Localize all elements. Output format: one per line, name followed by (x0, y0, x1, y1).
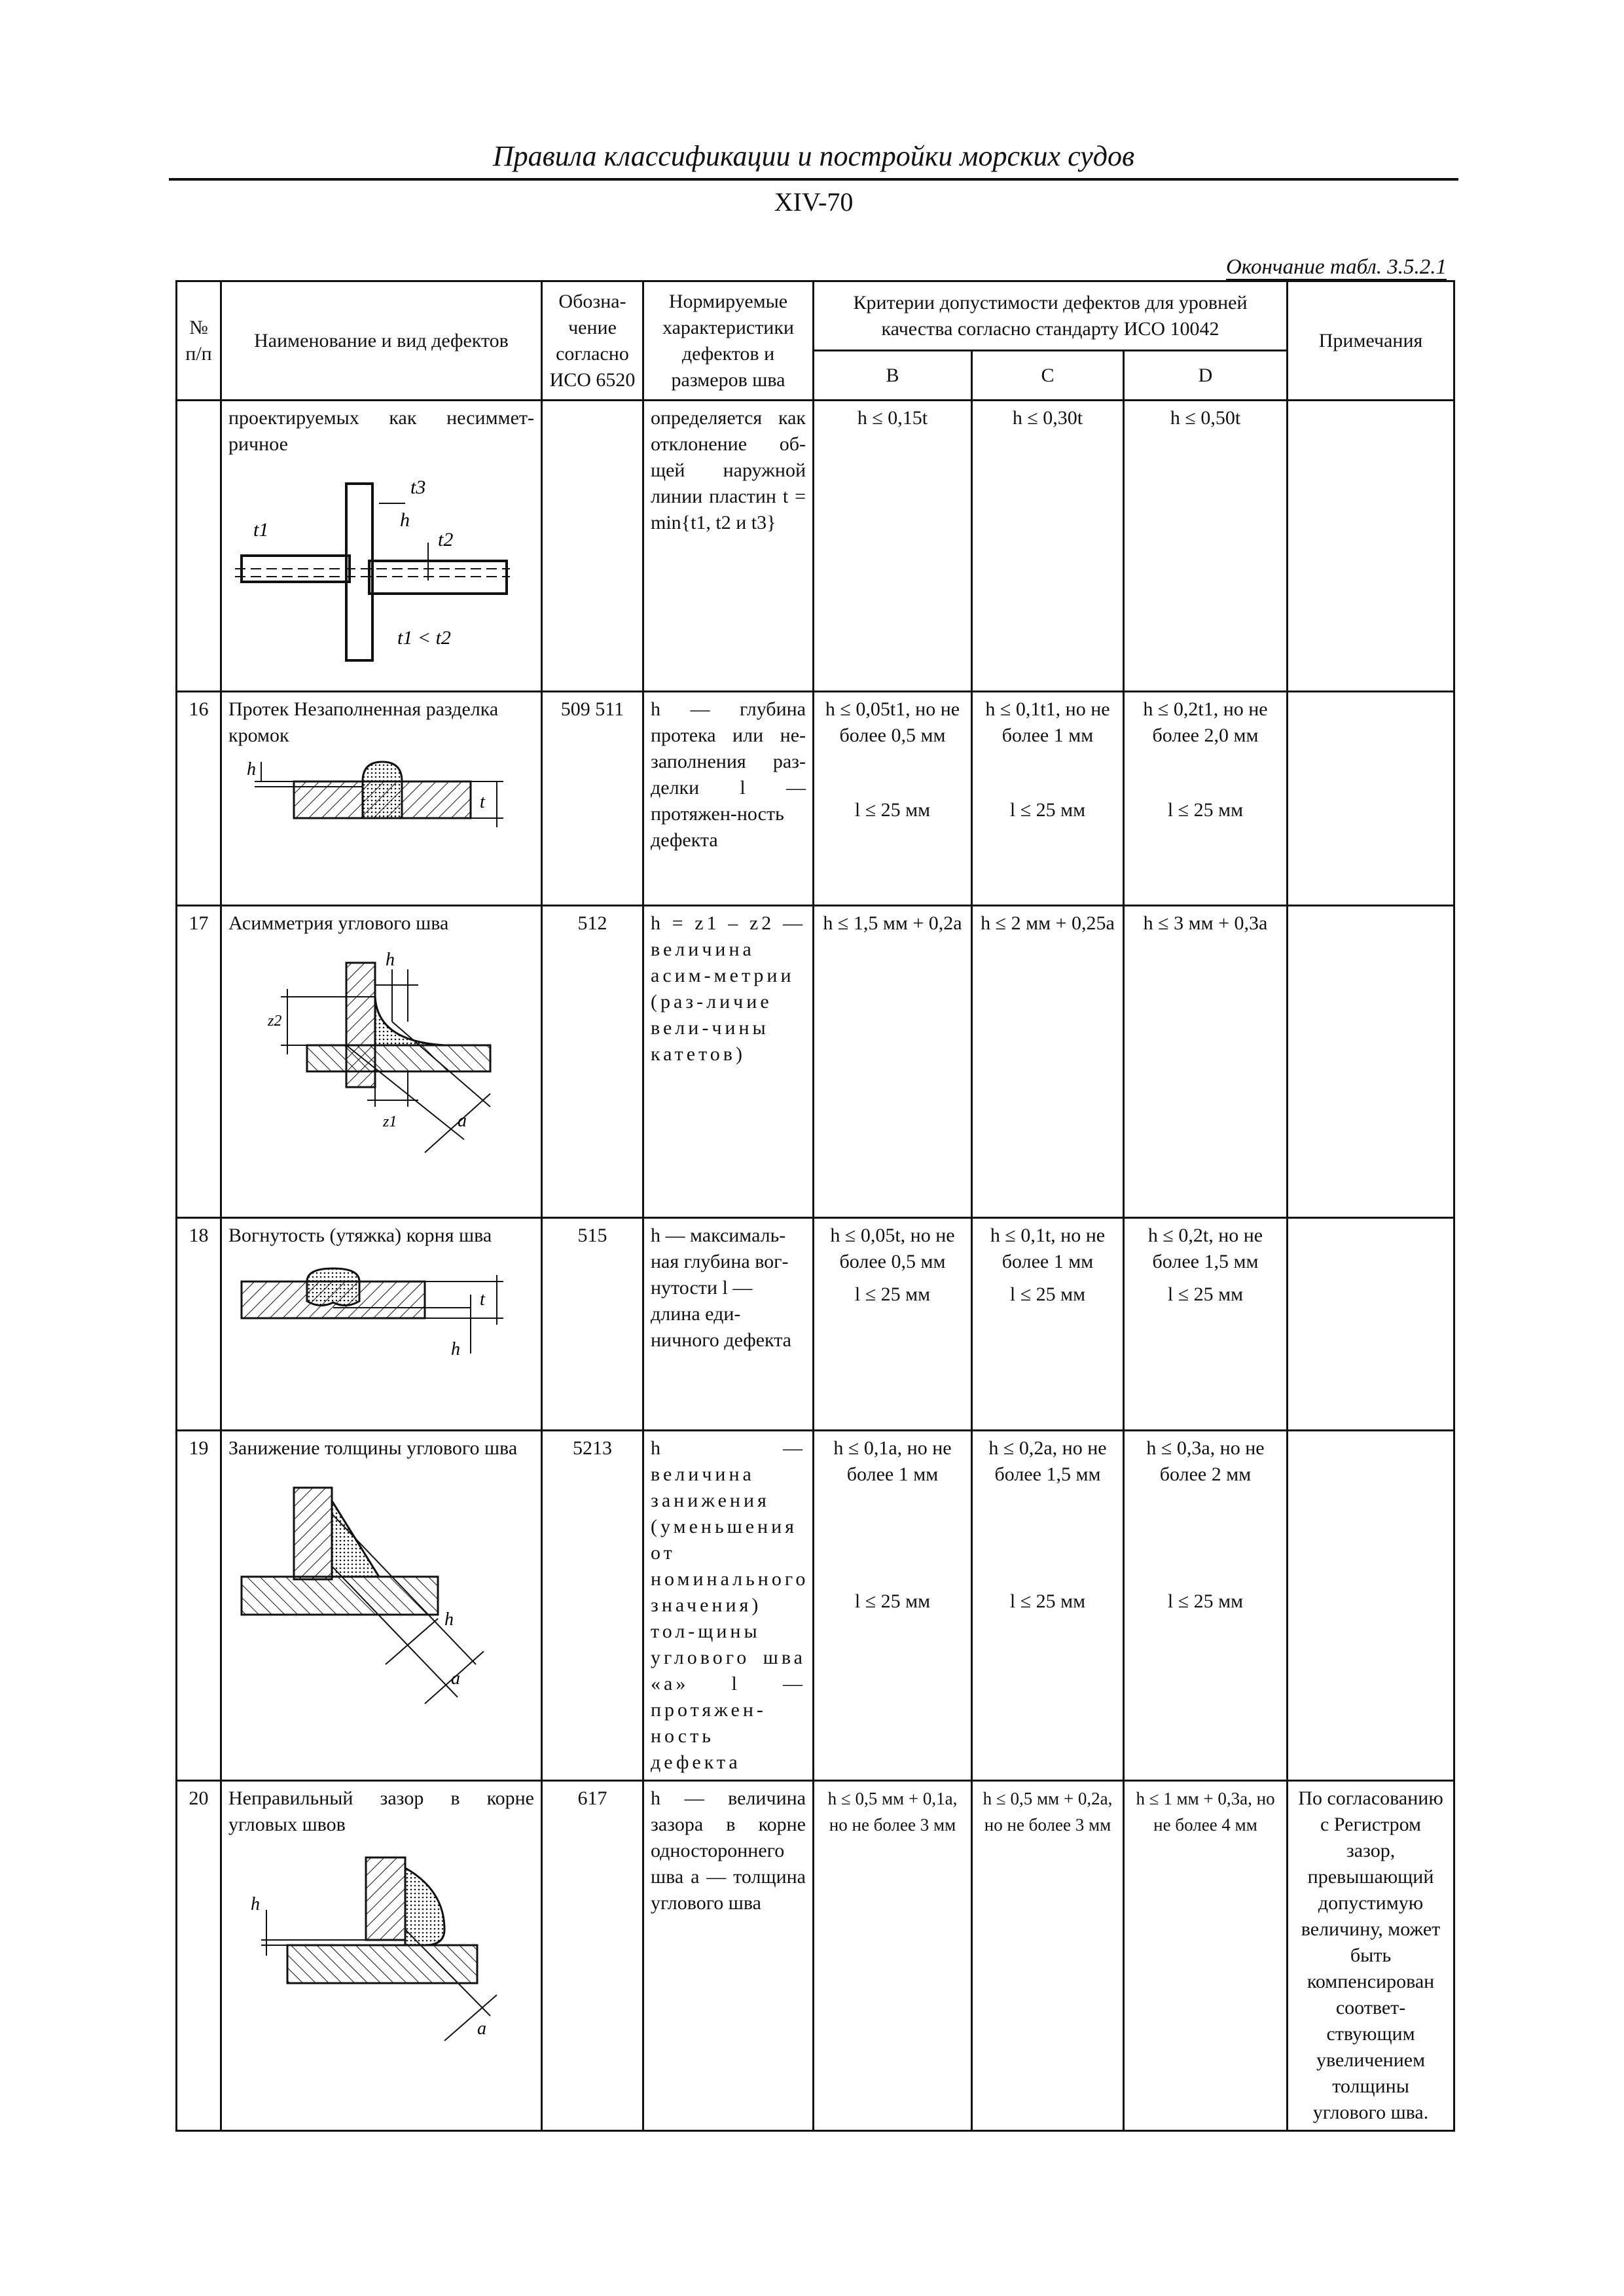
table-row (177, 906, 1454, 1218)
page-number: XIV-70 (774, 187, 854, 217)
table-row (177, 401, 1454, 692)
row-note (1288, 1218, 1454, 1431)
row-criteria-c (972, 1431, 1124, 1781)
col-header-norm: Нормируемые характеристики дефектов и размеров шва (643, 281, 814, 401)
row-norm: h — величина занижения (уменьшения от номинального значения) тол-щины углового шва «a» l — протяжен-ность дефекта (643, 1431, 814, 1781)
table-row (177, 692, 1454, 906)
criteria-c-value: h ≤ 0,5 мм + 0,2a, но не более 3 мм (983, 1789, 1113, 1835)
row-note (1288, 1431, 1454, 1781)
criteria-b-value: h ≤ 1,5 мм + 0,2a (823, 912, 962, 934)
row-criteria-b (814, 1218, 972, 1431)
sketch-label: a (477, 2018, 486, 2039)
row-name-cell (221, 906, 542, 1218)
row-criteria-d (1124, 906, 1288, 1218)
row-name: Вогнутость (утяжка) корня шва (228, 1225, 492, 1246)
root-gap-sketch (228, 1844, 516, 2047)
row-criteria-b (814, 401, 972, 692)
row-name: проектируемых как несиммет-ричное (228, 407, 534, 455)
row-code: 509 511 (542, 692, 643, 906)
row-norm: h — максималь-ная глубина вог-нутости l — длина еди-ничного дефекта (643, 1218, 814, 1431)
row-name: Неправильный зазор в корне угловых швов (228, 1787, 534, 1835)
criteria-d-length: l ≤ 25 мм (1167, 799, 1244, 821)
criteria-d-value: h ≤ 0,2t, но не более 1,5 мм (1147, 1225, 1263, 1272)
row-note (1288, 692, 1454, 906)
col-header-notes: Примечания (1288, 281, 1454, 401)
row-criteria-b (814, 1781, 972, 2131)
criteria-c-value: h ≤ 0,2a, но не более 1,5 мм (988, 1437, 1107, 1485)
criteria-d-value: h ≤ 0,50t (1170, 407, 1241, 429)
col-header-criteria: Критерии допустимости дефектов для уровней качества согласно стандарту ИСО 10042 (814, 281, 1288, 351)
sketch-label: h (247, 759, 256, 780)
header-title: Правила классификации и постройки морских судов (492, 140, 1135, 172)
row-criteria-d (1124, 1431, 1288, 1781)
sketch-label: t2 (438, 529, 454, 550)
root-concavity-sketch (228, 1255, 516, 1367)
page-header (169, 139, 1458, 217)
sketch-label: a (458, 1111, 467, 1131)
sketch-label: t1 < t2 (397, 627, 451, 649)
sketch-label: h (451, 1339, 460, 1359)
row-code (542, 401, 643, 692)
table-row (177, 1781, 1454, 2131)
row-code: 515 (542, 1218, 643, 1431)
col-header-level-c: C (972, 351, 1124, 401)
row-norm: h — глубина протека или не-заполнения раз-делки l — протяжен-ность дефекта (643, 692, 814, 906)
sketch-label: t3 (410, 476, 426, 498)
row-code: 512 (542, 906, 643, 1218)
row-criteria-d (1124, 692, 1288, 906)
row-code: 5213 (542, 1431, 643, 1781)
criteria-b-value: h ≤ 0,5 мм + 0,1a, но не более 3 мм (827, 1789, 958, 1835)
sketch-label: h (251, 1894, 260, 1914)
row-name-cell (221, 1218, 542, 1431)
sketch-label: t (480, 1289, 485, 1310)
criteria-b-value: h ≤ 0,1a, но не более 1 мм (833, 1437, 952, 1485)
row-name: Асимметрия углового шва (228, 912, 449, 934)
row-num (177, 401, 221, 692)
criteria-b-value: h ≤ 0,05t1, но не более 0,5 мм (825, 698, 960, 746)
row-criteria-c (972, 692, 1124, 906)
row-criteria-c (972, 401, 1124, 692)
row-criteria-c (972, 1781, 1124, 2131)
criteria-c-value: h ≤ 0,30t (1012, 407, 1083, 429)
row-criteria-c (972, 906, 1124, 1218)
criteria-c-value: h ≤ 0,1t1, но не более 1 мм (985, 698, 1110, 746)
criteria-c-value: h ≤ 0,1t, но не более 1 мм (990, 1225, 1106, 1272)
row-name: Протек Незаполненная разделка кромок (228, 698, 499, 746)
table-row (177, 1431, 1454, 1781)
unfilled-groove-sketch (228, 755, 516, 853)
sketch-label: z2 (268, 1013, 282, 1030)
row-note (1288, 401, 1454, 692)
criteria-d-value: h ≤ 0,3a, но не более 2 мм (1146, 1437, 1265, 1485)
row-criteria-b (814, 906, 972, 1218)
row-name-cell (221, 692, 542, 906)
table-row (177, 1218, 1454, 1431)
criteria-c-length: l ≤ 25 мм (1009, 799, 1086, 821)
criteria-d-value: h ≤ 0,2t1, но не более 2,0 мм (1143, 698, 1268, 746)
col-header-code: Обозна-чение согласно ИСО 6520 (542, 281, 643, 401)
col-header-num: № п/п (177, 281, 221, 401)
col-header-level-d: D (1124, 351, 1288, 401)
row-criteria-c (972, 1218, 1124, 1431)
sketch-label: h (400, 509, 410, 531)
criteria-b-length: l ≤ 25 мм (854, 799, 931, 821)
row-norm: h = z1 – z2 — величина асим-метрии (раз-личие вели-чины катетов) (643, 906, 814, 1218)
row-note: По согласованию с Регистром зазор, превышающий допустимую величину, может быть компенсирован соответ-ствующим увеличением толщины углового шва. (1288, 1781, 1454, 2131)
row-num: 19 (177, 1431, 221, 1781)
criteria-d-value: h ≤ 3 мм + 0,3a (1143, 912, 1268, 934)
sketch-label: a (451, 1668, 460, 1689)
row-code: 617 (542, 1781, 643, 2131)
sketch-label: t (480, 792, 485, 812)
criteria-b-length: l ≤ 25 мм (854, 1283, 931, 1305)
criteria-d-value: h ≤ 1 мм + 0,3a, но не более 4 мм (1136, 1789, 1275, 1835)
row-criteria-b (814, 692, 972, 906)
fillet-asymmetry-sketch (228, 943, 516, 1166)
row-criteria-d (1124, 1781, 1288, 2131)
row-num: 18 (177, 1218, 221, 1431)
row-name-cell (221, 1431, 542, 1781)
row-name: Занижение толщины углового шва (228, 1437, 518, 1459)
row-num: 20 (177, 1781, 221, 2131)
row-criteria-d (1124, 1218, 1288, 1431)
fillet-undersize-sketch (228, 1468, 516, 1717)
criteria-b-length: l ≤ 25 мм (854, 1590, 931, 1612)
criteria-d-length: l ≤ 25 мм (1167, 1283, 1244, 1305)
defects-table (175, 280, 1455, 2132)
criteria-b-value: h ≤ 0,05t, но не более 0,5 мм (830, 1225, 955, 1272)
criteria-d-length: l ≤ 25 мм (1167, 1590, 1244, 1612)
sketch-label: z1 (383, 1113, 397, 1130)
row-norm: определяется как отклонение об-щей наружной линии пластин t = min{t1, t2 и t3} (643, 401, 814, 692)
col-header-name: Наименование и вид дефектов (221, 281, 542, 401)
row-criteria-b (814, 1431, 972, 1781)
col-header-level-b: B (814, 351, 972, 401)
sketch-label: h (444, 1609, 454, 1630)
row-criteria-d (1124, 401, 1288, 692)
row-name-cell (221, 1781, 542, 2131)
criteria-c-length: l ≤ 25 мм (1009, 1283, 1086, 1305)
row-norm: h — величина зазора в корне одностороннего шва a — толщина углового шва (643, 1781, 814, 2131)
sketch-label: t1 (253, 519, 269, 541)
asymmetric-plates-sketch (228, 464, 516, 667)
row-num: 16 (177, 692, 221, 906)
row-name-cell (221, 401, 542, 692)
sketch-label: h (386, 950, 395, 970)
row-note (1288, 906, 1454, 1218)
table-caption: Окончание табл. 3.5.2.1 (1225, 255, 1447, 279)
header-rule (169, 178, 1458, 181)
criteria-c-length: l ≤ 25 мм (1009, 1590, 1086, 1612)
criteria-c-value: h ≤ 2 мм + 0,25a (981, 912, 1115, 934)
table-header-row (177, 281, 1454, 351)
row-num: 17 (177, 906, 221, 1218)
criteria-b-value: h ≤ 0,15t (857, 407, 928, 429)
